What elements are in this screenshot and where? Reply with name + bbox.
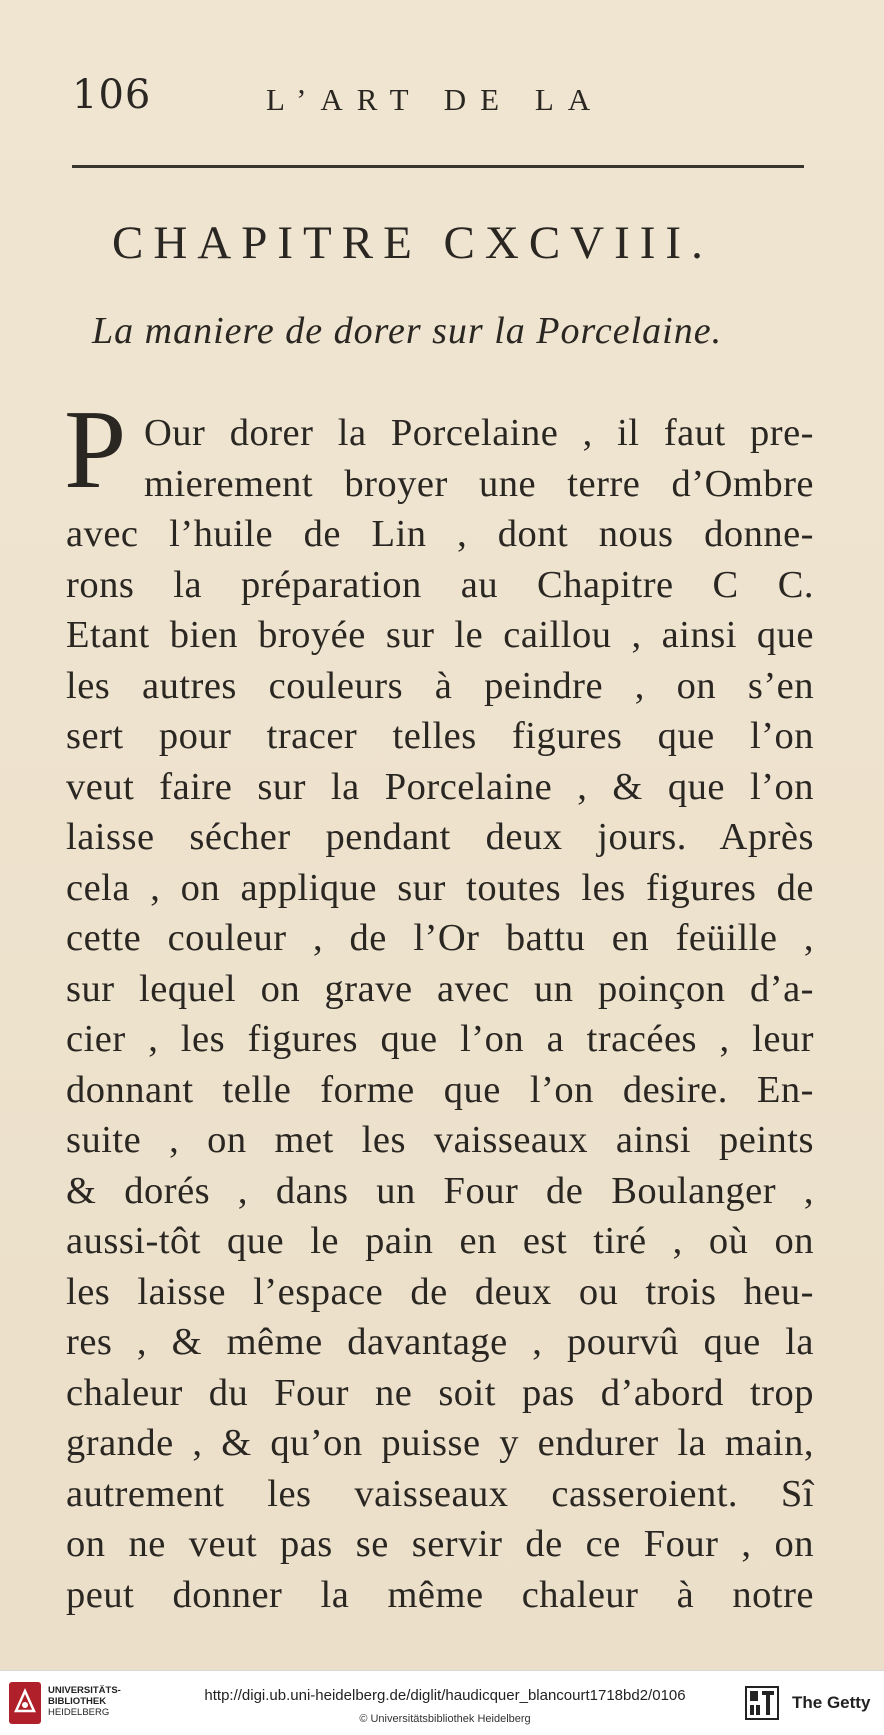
text-line: on ne veut pas se servir de ce Four , on <box>66 1523 814 1565</box>
viewer-footer <box>0 1670 884 1735</box>
institution-line: UNIVERSITÄTS- <box>48 1685 121 1696</box>
text-line: les laisse l’espace de deux ou trois heu- <box>66 1270 814 1313</box>
partner-name: The Getty <box>792 1693 871 1712</box>
text-line: grande , & qu’on puisse y endurer la main, <box>66 1422 814 1464</box>
text-line: laisse sécher pendant deux jours. Après <box>66 816 814 858</box>
text-line: sur lequel on grave avec un poinçon d’a- <box>66 967 814 1010</box>
copyright-notice: © Universitätsbibliothek Heidelberg <box>359 1713 531 1725</box>
institution-line: BIBLIOTHEK <box>48 1696 107 1707</box>
text-line: sert pour tracer telles figures que l’on <box>66 715 814 757</box>
text-line: veut faire sur la Porcelaine , & que l’on <box>66 765 814 808</box>
text-line: cette couleur , de l’Or battu en feüille , <box>66 917 814 959</box>
institution-name <box>48 1685 121 1718</box>
text-line: autrement les vaisseaux casseroient. Sî <box>66 1472 814 1515</box>
text-line: Etant bien broyée sur le caillou , ainsi que <box>66 614 814 656</box>
text-line: cela , on applique sur toutes les figures de <box>66 866 814 909</box>
text-line: cier , les figures que l’on a tracées , leur <box>66 1018 814 1060</box>
text-line: rons la préparation au Chapitre C C. <box>66 563 814 606</box>
body-text <box>64 388 814 1620</box>
text-line: Our dorer la Porcelaine , il faut pre- <box>144 412 814 454</box>
text-line: res , & même davantage , pourvû que la <box>66 1321 814 1363</box>
text-line: mierement broyer une terre d’Ombre <box>144 462 814 505</box>
text-line: & dorés , dans un Four de Boulanger , <box>66 1169 814 1212</box>
getty-logo-icon <box>744 1685 780 1721</box>
running-title: L’ART DE LA <box>266 82 605 117</box>
running-head <box>70 72 830 122</box>
text-line: suite , on met les vaisseaux ainsi peints <box>66 1119 814 1161</box>
page-number: 106 <box>72 72 152 118</box>
text-line: aussi-tôt que le pain en est tiré , où on <box>66 1220 814 1262</box>
university-seal-icon <box>8 1681 42 1725</box>
text-line: peut donner la même chaleur à notre <box>66 1573 814 1616</box>
text-line: avec l’huile de Lin , dont nous donne- <box>66 513 814 555</box>
text-line: donnant telle forme que l’on desire. En- <box>66 1068 814 1111</box>
header-rule <box>72 165 804 168</box>
text-line: les autres couleurs à peindre , on s’en <box>66 664 814 707</box>
text-line: chaleur du Four ne soit pas d’abord trop <box>66 1371 814 1414</box>
institution-line: HEIDELBERG <box>48 1707 110 1718</box>
chapter-subtitle: La maniere de dorer sur la Porcelaine. <box>92 310 723 352</box>
chapter-heading: CHAPITRE CXCVIII. <box>112 217 713 269</box>
source-url-link[interactable]: http://digi.ub.uni-heidelberg.de/diglit/haudicquer_blancourt1718bd2/0106 <box>204 1687 686 1704</box>
drop-cap: P <box>64 388 127 512</box>
